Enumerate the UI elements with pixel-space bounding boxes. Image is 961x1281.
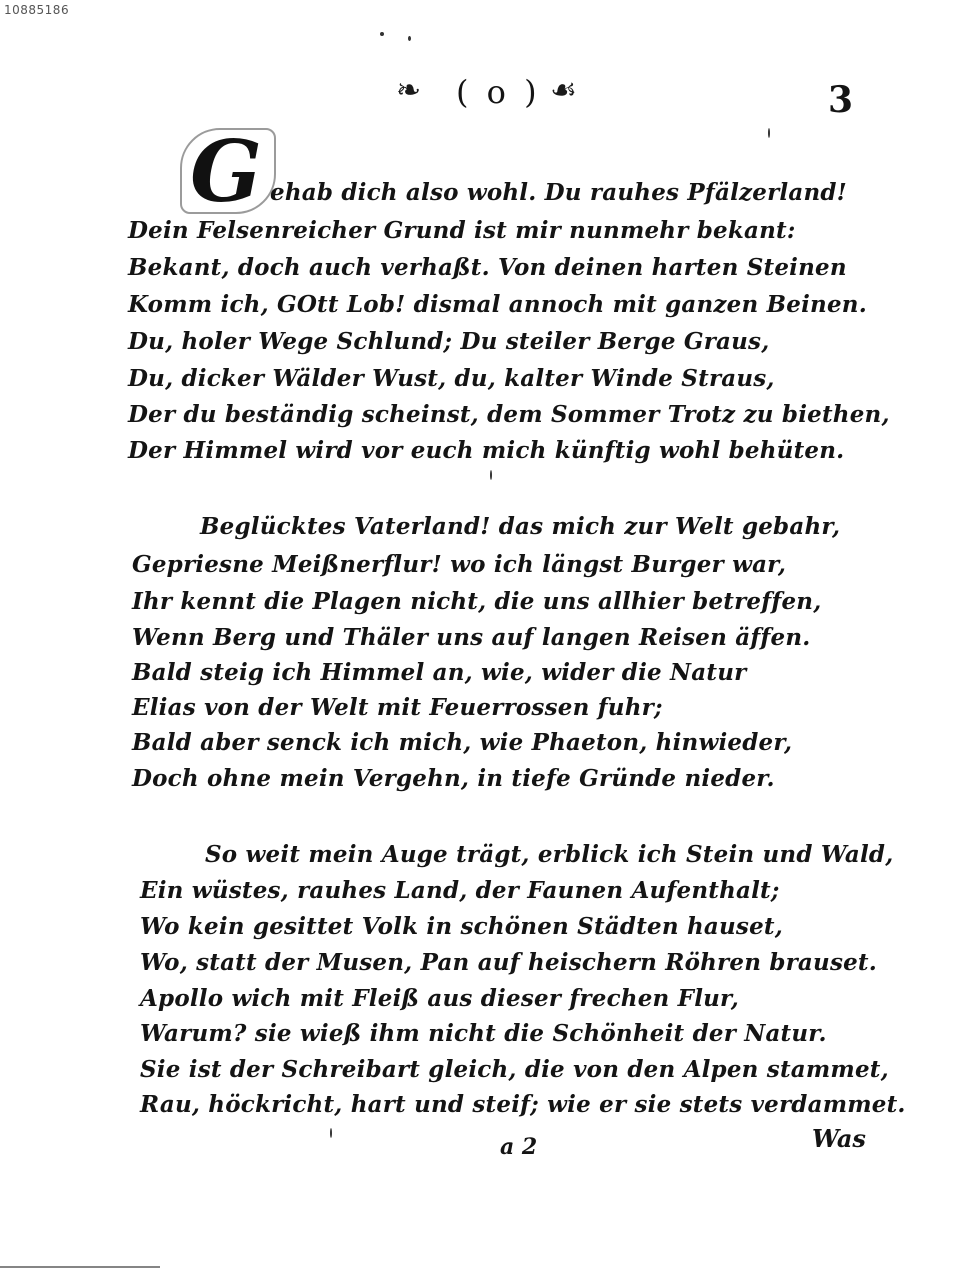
poem-line: Rau, höckricht, hart und steif; wie er sie stets verdammet. [140, 1091, 906, 1118]
catchword: Was [812, 1124, 866, 1153]
poem-line: Bald steig ich Himmel an, wie, wider die Natur [132, 659, 747, 686]
poem-line: Gepriesne Meißnerflur! wo ich längst Burger war, [132, 551, 787, 578]
ink-speck [330, 1128, 332, 1138]
poem-line: Der Himmel wird vor euch mich künftig wohl behüten. [128, 437, 845, 464]
poem-line: Wo kein gesittet Volk in schönen Städten hauset, [140, 913, 783, 940]
poem-line: Du, holer Wege Schlund; Du steiler Berge Graus, [128, 328, 770, 355]
signature-mark: a 2 [500, 1134, 538, 1160]
fleuron-right-icon: ☙ [550, 73, 577, 108]
ink-speck [408, 36, 411, 41]
ink-speck [490, 470, 492, 480]
poem-line: Doch ohne mein Vergehn, in tiefe Gründe nieder. [132, 765, 775, 792]
ink-speck [768, 128, 770, 138]
poem-line: Bald aber senck ich mich, wie Phaeton, hinwieder, [132, 729, 793, 756]
poem-line: Ihr kennt die Plagen nicht, die uns allhier betreffen, [132, 588, 822, 615]
poem-line: ehab dich also wohl. Du rauhes Pfälzerland! [270, 179, 847, 206]
header-mark: ( o ) [456, 73, 541, 111]
poem-line: Ein wüstes, rauhes Land, der Faunen Aufenthalt; [140, 877, 780, 904]
poem-line: Bekant, doch auch verhaßt. Von deinen harten Steinen [128, 254, 847, 281]
poem-line: Wo, statt der Musen, Pan auf heischern Röhren brauset. [140, 949, 877, 976]
fleuron-left-icon: ❧ [396, 73, 422, 108]
poem-line: Beglücktes Vaterland! das mich zur Welt gebahr, [200, 513, 841, 540]
page-number: 3 [828, 79, 854, 121]
scan-id: 10885186 [4, 3, 70, 17]
poem-line: Sie ist der Schreibart gleich, die von den Alpen stammet, [140, 1056, 889, 1083]
poem-line: Der du beständig scheinst, dem Sommer Trotz zu biethen, [128, 401, 890, 428]
scan-edge-divider [0, 1266, 160, 1268]
poem-line: So weit mein Auge trägt, erblick ich Stein und Wald, [205, 841, 894, 868]
poem-line: Du, dicker Wälder Wust, du, kalter Winde Straus, [128, 365, 775, 392]
poem-line: Elias von der Welt mit Feuerrossen fuhr; [132, 694, 663, 721]
poem-line: Dein Felsenreicher Grund ist mir nunmehr bekant: [128, 217, 796, 244]
poem-line: Wenn Berg und Thäler uns auf langen Reisen äffen. [132, 624, 811, 651]
poem-line: Apollo wich mit Fleiß aus dieser frechen Flur, [140, 985, 739, 1012]
page-header [0, 70, 961, 120]
poem-line: Warum? sie wieß ihm nicht die Schönheit der Natur. [140, 1020, 827, 1047]
ink-speck [380, 32, 384, 36]
poem-line: Komm ich, GOtt Lob! dismal annoch mit ganzen Beinen. [128, 291, 867, 318]
drop-cap: G [190, 122, 262, 221]
